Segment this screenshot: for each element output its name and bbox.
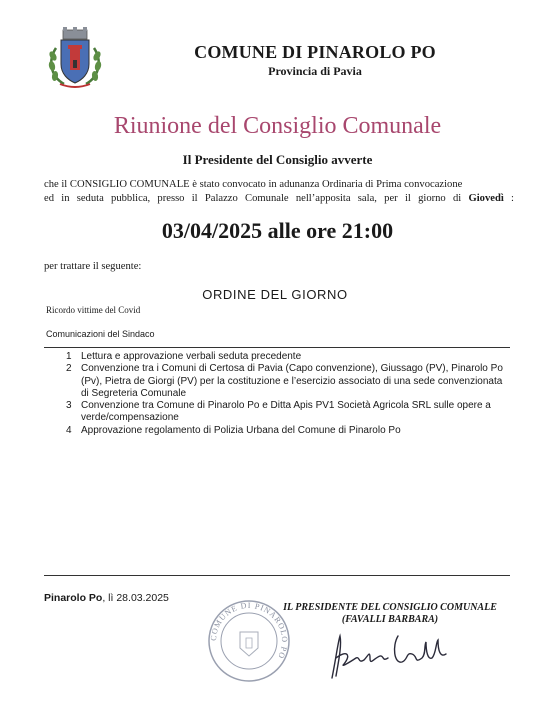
- convocation-line-1: che il CONSIGLIO COMUNALE è stato convocato in adunanza Ordinaria di Prima convocazione: [44, 179, 463, 190]
- agenda-item-number: 4: [66, 424, 72, 436]
- agenda-item: [66, 363, 512, 400]
- signatory-block: [270, 602, 510, 626]
- handwritten-signature: [326, 628, 456, 686]
- agenda-item-number: 2: [66, 363, 72, 375]
- agenda-item-number: 1: [66, 351, 72, 362]
- signatory-role: IL PRESIDENTE DEL CONSIGLIO COMUNALE: [283, 602, 497, 613]
- agenda-item: [66, 425, 512, 437]
- agenda-list: [66, 351, 512, 437]
- document-date: , lì 28.03.2025: [102, 592, 169, 604]
- agenda-item-number: 3: [66, 400, 72, 412]
- province-name: Provincia di Pavia: [268, 64, 362, 78]
- convocation-line-2-text: ed in seduta pubblica, presso il Palazzo Comunale nell’apposita sala, per il giorno di: [44, 193, 469, 204]
- place-date: [44, 592, 169, 604]
- signatory-name: (FAVALLI BARBARA): [341, 614, 439, 625]
- divider-bottom: [44, 575, 510, 576]
- convocation-text: [44, 178, 514, 206]
- mayor-communications: Comunicazioni del Sindaco: [46, 329, 155, 339]
- covid-remembrance: Ricordo vittime del Covid: [46, 305, 141, 315]
- agenda-item-text: Convenzione tra Comune di Pinarolo Po e Ditta Apis PV1 Società Agricola SRL sulle opere a verde/compensazione: [81, 400, 491, 424]
- agenda-item-text: Lettura e approvazione verbali seduta precedente: [81, 351, 302, 362]
- agenda-item-text: Convenzione tra i Comuni di Certosa di Pavia (Capo convenzione), Giussago (PV), Pinarolo Po (Pv), Pietra de Giorgi (PV) per la costituzione e l’esercizio associato di una sede convenzionata di Segreteria Comunale: [81, 363, 503, 399]
- meeting-datetime: 03/04/2025 alle ore 21:00: [161, 218, 394, 243]
- agenda-item: [66, 351, 512, 363]
- divider-top: [44, 347, 510, 348]
- convocation-line-2: [44, 192, 514, 206]
- convocation-line-2-end: :: [503, 193, 514, 204]
- municipality-name: COMUNE DI PINAROLO PO: [194, 42, 436, 62]
- stamp-text: COMUNE DI PINAROLO PO: [208, 600, 290, 661]
- agenda-item: [66, 400, 512, 425]
- place-name: Pinarolo Po: [44, 592, 103, 604]
- agenda-item-text: Approvazione regolamento di Polizia Urbana del Comune di Pinarolo Po: [81, 424, 401, 436]
- page-title: Riunione del Consiglio Comunale: [113, 113, 442, 139]
- coat-of-arms-icon: [46, 26, 104, 90]
- notice-heading: Il Presidente del Consiglio avverte: [182, 152, 373, 167]
- agenda-intro: per trattare il seguente:: [44, 261, 142, 272]
- meeting-day: Giovedì: [468, 193, 504, 204]
- agenda-title: ORDINE DEL GIORNO: [202, 287, 348, 302]
